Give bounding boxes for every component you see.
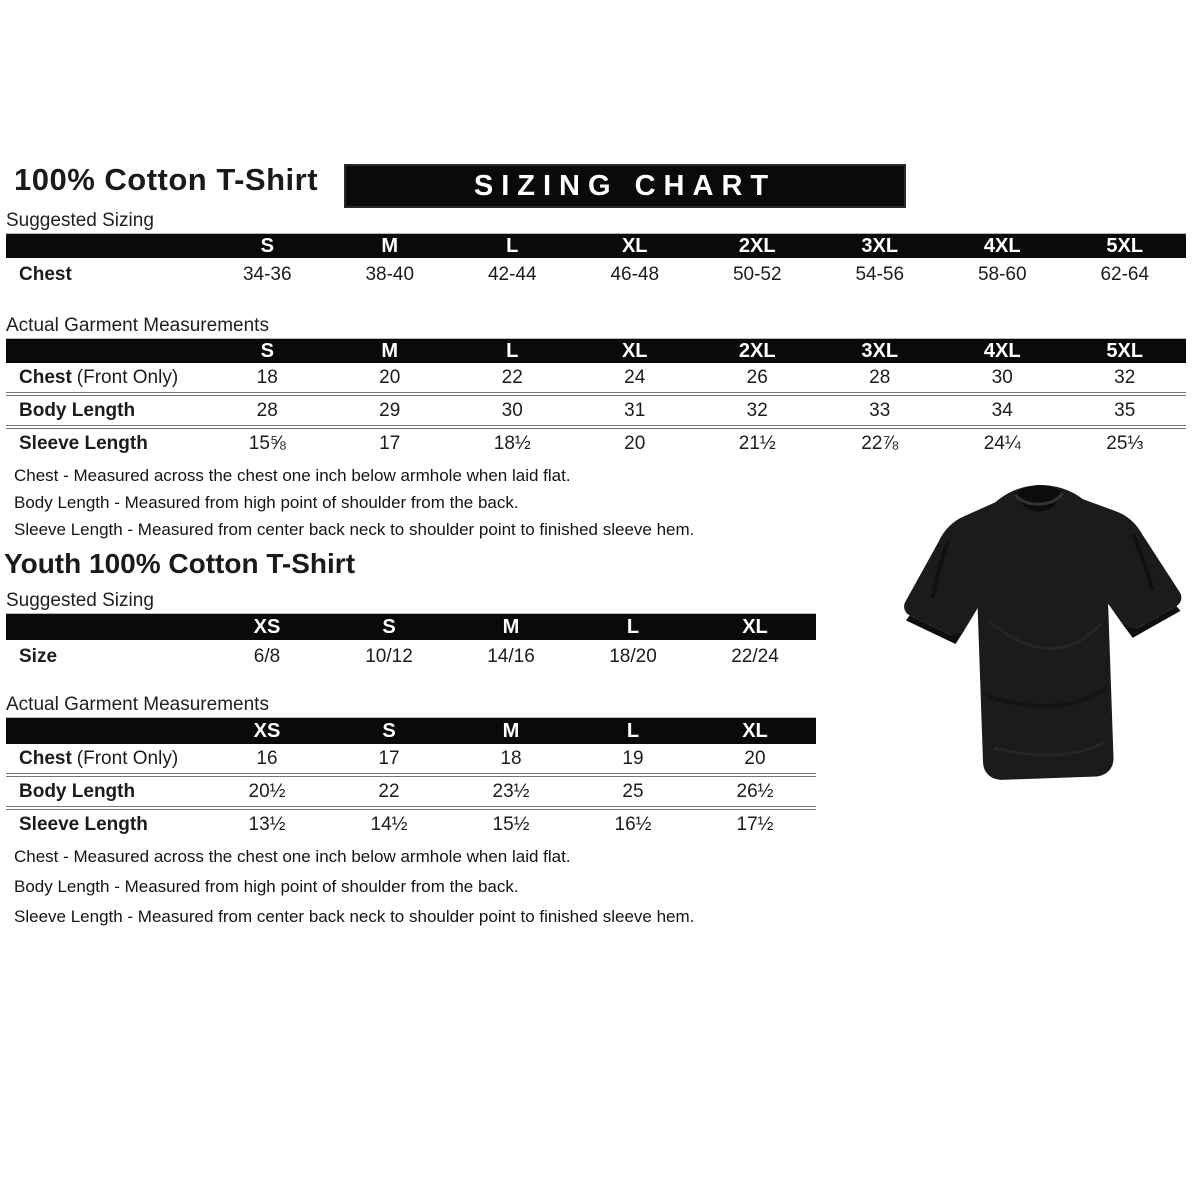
measurement-cell: 26: [746, 366, 768, 388]
measurement-cell: 50-52: [732, 263, 782, 285]
measurement-cell: 35: [1064, 394, 1187, 427]
measurement-cell: 34: [941, 394, 1064, 427]
column-header: XL: [694, 718, 816, 744]
column-header: M: [329, 234, 452, 258]
column-header: 5XL: [1064, 234, 1187, 258]
column-header: S: [328, 718, 450, 744]
note-body-length: Body Length - Measured from high point of shoulder from the back.: [14, 493, 519, 512]
header-row: [6, 339, 1186, 363]
note-chest: Chest - Measured across the chest one inch below armhole when laid flat.: [14, 466, 571, 485]
measurement-cell: 24: [624, 366, 646, 388]
table-row-body-length: [6, 394, 1186, 427]
column-header: 5XL: [1064, 339, 1187, 363]
table-row-sleeve-length: [6, 427, 1186, 458]
youth-suggested-table: [6, 613, 816, 673]
corner-cell: [6, 718, 206, 744]
corner-cell: [6, 339, 206, 363]
measurement-cell: 16½: [572, 808, 694, 839]
column-header: L: [451, 234, 574, 258]
measurement-cell: 22⅞: [819, 427, 942, 458]
column-header: 4XL: [941, 234, 1064, 258]
column-header: 4XL: [941, 339, 1064, 363]
measurement-cell: 58-60: [977, 263, 1027, 285]
measurement-cell: 16: [256, 747, 278, 769]
table-row-chest: [6, 363, 1186, 394]
measurement-cell: 19: [622, 747, 644, 769]
measurement-cell: 25⅓: [1064, 427, 1187, 458]
corner-cell: [6, 614, 206, 640]
adult-suggested-table: [6, 233, 1186, 291]
row-label: Sleeve Length: [6, 427, 206, 458]
column-header: M: [450, 614, 572, 640]
measurement-cell: 24¼: [941, 427, 1064, 458]
measurement-cell: 46-48: [610, 263, 660, 285]
adult-actual-measurements-label: Actual Garment Measurements: [6, 315, 269, 336]
header-row: [6, 614, 816, 640]
measurement-cell: 15½: [450, 808, 572, 839]
note-sleeve-length: Sleeve Length - Measured from center back neck to shoulder point to finished sleeve hem.: [14, 520, 695, 539]
youth-suggested-sizing-label: Suggested Sizing: [6, 590, 154, 611]
note-body-length: Body Length - Measured from high point of shoulder from the back.: [14, 877, 519, 896]
column-header: M: [329, 339, 452, 363]
adult-actual-table: [6, 338, 1186, 458]
row-label: Chest: [19, 263, 72, 285]
column-header: S: [206, 339, 329, 363]
measurement-cell: 32: [696, 394, 819, 427]
tshirt-image: [893, 466, 1195, 810]
measurement-cell: 17: [329, 427, 452, 458]
row-label: Size: [19, 645, 58, 667]
sizing-chart-banner: SIZING CHART: [346, 166, 904, 206]
table-row-chest: [6, 744, 816, 775]
measurement-cell: 20: [744, 747, 766, 769]
measurement-cell: 10/12: [365, 645, 413, 667]
measurement-cell: 28: [869, 366, 891, 388]
column-header: M: [450, 718, 572, 744]
table-row-body-length: [6, 775, 816, 808]
measurement-cell: 25: [572, 775, 694, 808]
measurement-cell: 20: [379, 366, 401, 388]
measurement-cell: 32: [1114, 366, 1136, 388]
measurement-cell: 33: [819, 394, 942, 427]
page-title: 100% Cotton T-Shirt: [14, 162, 319, 197]
measurement-cell: 28: [206, 394, 329, 427]
measurement-cell: 22: [501, 366, 523, 388]
measurement-cell: 18/20: [609, 645, 657, 667]
youth-measurement-notes: [14, 842, 694, 932]
row-label-suffix: (Front Only): [76, 366, 179, 388]
measurement-cell: 20: [574, 427, 697, 458]
measurement-cell: 26½: [694, 775, 816, 808]
measurement-cell: 15⅝: [206, 427, 329, 458]
note-sleeve-length: Sleeve Length - Measured from center back neck to shoulder point to finished sleeve hem.: [14, 907, 695, 926]
column-header: XS: [206, 718, 328, 744]
measurement-cell: 17: [378, 747, 400, 769]
corner-cell: [6, 234, 206, 258]
column-header: L: [572, 614, 694, 640]
measurement-cell: 14/16: [487, 645, 535, 667]
measurement-cell: 22/24: [731, 645, 779, 667]
row-label: Body Length: [6, 775, 206, 808]
column-header: L: [451, 339, 574, 363]
measurement-cell: 17½: [694, 808, 816, 839]
column-header: 2XL: [696, 339, 819, 363]
note-chest: Chest - Measured across the chest one inch below armhole when laid flat.: [14, 847, 571, 866]
measurement-cell: 31: [574, 394, 697, 427]
measurement-cell: 54-56: [855, 263, 905, 285]
measurement-cell: 22: [328, 775, 450, 808]
tshirt-photo: [893, 466, 1195, 810]
row-label: Sleeve Length: [6, 808, 206, 839]
adult-measurement-notes: [14, 462, 694, 543]
table-row-size: [6, 640, 816, 673]
youth-actual-measurements-label: Actual Garment Measurements: [6, 694, 269, 715]
measurement-cell: 62-64: [1100, 263, 1150, 285]
table-row-chest: [6, 258, 1186, 291]
column-header: 3XL: [819, 339, 942, 363]
column-header: XS: [206, 614, 328, 640]
column-header: 2XL: [696, 234, 819, 258]
measurement-cell: 20½: [206, 775, 328, 808]
adult-suggested-sizing-label: Suggested Sizing: [6, 210, 154, 231]
column-header: S: [206, 234, 329, 258]
column-header: XL: [694, 614, 816, 640]
row-label: Body Length: [6, 394, 206, 427]
measurement-cell: 18½: [451, 427, 574, 458]
row-label: Chest (Front Only): [19, 366, 179, 388]
measurement-cell: 21½: [696, 427, 819, 458]
measurement-cell: 13½: [206, 808, 328, 839]
measurement-cell: 29: [329, 394, 452, 427]
youth-section-title: Youth 100% Cotton T-Shirt: [4, 548, 356, 579]
measurement-cell: 14½: [328, 808, 450, 839]
column-header: XL: [574, 339, 697, 363]
measurement-cell: 6/8: [253, 645, 281, 667]
measurement-cell: 18: [500, 747, 522, 769]
measurement-cell: 38-40: [365, 263, 415, 285]
measurement-cell: 30: [991, 366, 1013, 388]
measurement-cell: 18: [256, 366, 278, 388]
column-header: S: [328, 614, 450, 640]
column-header: XL: [574, 234, 697, 258]
measurement-cell: 34-36: [242, 263, 292, 285]
row-label-suffix: (Front Only): [76, 747, 179, 769]
table-row-sleeve-length: [6, 808, 816, 839]
row-label: Chest (Front Only): [19, 747, 179, 769]
column-header: L: [572, 718, 694, 744]
measurement-cell: 30: [451, 394, 574, 427]
measurement-cell: 42-44: [487, 263, 537, 285]
header-row: [6, 234, 1186, 258]
column-header: 3XL: [819, 234, 942, 258]
header-row: [6, 718, 816, 744]
measurement-cell: 23½: [450, 775, 572, 808]
youth-actual-table: [6, 717, 816, 839]
